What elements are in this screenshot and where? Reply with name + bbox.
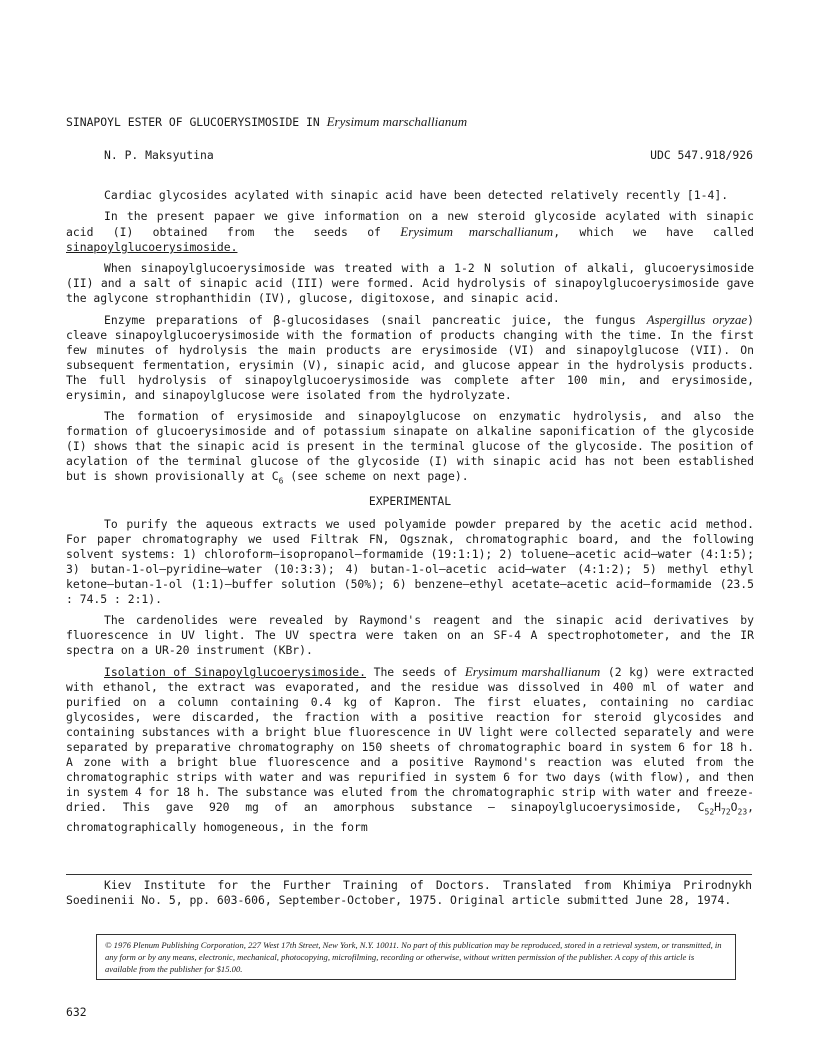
isolation-heading: Isolation of Sinapoylglucoerysimoside. bbox=[104, 665, 367, 680]
intro-p2-compound: sinapoylglucoerysimoside. bbox=[66, 240, 238, 254]
formula-h: H bbox=[714, 800, 721, 815]
page-number: 632 bbox=[66, 1005, 87, 1019]
exp-p3-species: Erysimum marshallianum bbox=[464, 664, 601, 680]
footnote: Kiev Institute for the Further Training of Doctors. Translated from Khimiya Prirodnykh Soedinenii No. 5, pp. 603-606, September-October, 1975. Original article submitted June 28, 1974. bbox=[66, 878, 752, 907]
intro-paragraph-1: Cardiac glycosides acylated with sinapic acid have been detected relatively recently [1-4]. bbox=[104, 188, 729, 202]
formula-sub-c: 52 bbox=[704, 807, 715, 817]
intro-p4-fungus: Aspergillus oryzae bbox=[646, 312, 748, 327]
udc-code: UDC 547.918/926 bbox=[650, 148, 753, 162]
intro-p5-text-b: (see scheme on next page). bbox=[283, 469, 469, 483]
footnote-divider bbox=[66, 874, 752, 875]
formula-sub-o: 23 bbox=[737, 807, 748, 817]
intro-p2-species: Erysimum marschallianum bbox=[400, 224, 554, 239]
formula-sub-h: 72 bbox=[721, 807, 731, 817]
author-name: N. P. Maksyutina bbox=[104, 148, 214, 162]
exp-p3-text-b: (2 kg) were extracted with ethanol, the extract was evaporated, and the residue was dissolved in 400 ml of water and purified on a column containing 0.4 kg of Kapron. The first eluates, containing no cardiac glycosides, were discarded, the fraction with a positive reaction for steroid glycosides and containing substances with a bright blue fluorescence in UV light were collected separately and were separated by preparative chromatography on 150 sheets of chromatographic board in system 6 for 18 h. A zone with a bright blue fluorescence and a positive Raymond's reaction was eluted from the chromatographic strips with water and was repurified in system 6 for two days (with flow), and then in system 4 for 18 h. The substance was eluted from the chromatographic strip with water and freeze-dried. This gave 920 mg of an amorphous substance — sinapoylglucoerysimoside, C bbox=[66, 665, 754, 815]
experimental-paragraph-2: The cardenolides were revealed by Raymond's reagent and the sinapic acid derivatives by fluorescence in UV light. The UV spectra were taken on an SF-4 A spectrophotometer, and the IR spectra on a UR-20 instrument (KBr). bbox=[66, 613, 754, 658]
intro-p4-text: Enzyme preparations of β-glucosidases (snail pancreatic juice, the fungus bbox=[104, 313, 647, 327]
intro-paragraph-2 bbox=[66, 209, 754, 255]
intro-p5-text: The formation of erysimoside and sinapoylglucose on enzymatic hydrolysis, and also the formation of glucoerysimoside and of potassium sinapate on alkaline saponification of the glycoside (I) shows that the sinapic acid is present in the terminal glucose of the glycoside. The position of acylation of the terminal glucose of the glycoside (I) with sinapic acid has not been established but is shown provisionally at C bbox=[66, 409, 754, 483]
copyright-notice: © 1976 Plenum Publishing Corporation, 227 West 17th Street, New York, N.Y. 10011. No part of this publication may be reproduced, stored in a retrieval system, or transmitted, in any form or by any means, electronic, mechanical, photocopying, microfilming, recording or otherwise, without written permission of the publisher. A copy of this article is available from the publisher for $15.00. bbox=[96, 934, 736, 980]
exp-p3-text-e: , chromatographically homogeneous, in the form bbox=[66, 800, 754, 834]
intro-p4-text-b: ) cleave sinapoylglucoerysimoside with the formation of products changing with the time. In the first few minutes of hydrolysis the main products are erysimoside (VI) and sinapoylglucose (VII). On subsequent fermentation, erysimin (V), sinapic acid, and glucose appear in the hydrolysis products. The full hydrolysis of sinapoylglucoerysimoside was complete after 100 min, and erysimoside, erysimin, and sinapoylglucose were isolated from the hydrolyzate. bbox=[66, 313, 754, 402]
intro-paragraph-4 bbox=[66, 312, 754, 403]
formula-o: O bbox=[730, 800, 738, 815]
intro-paragraph-5 bbox=[66, 409, 754, 488]
intro-p2-text: In the present papaer we give information on a new steroid glycoside acylated with sinapic acid (I) obtained from the seeds of bbox=[66, 209, 754, 239]
section-heading-experimental: EXPERIMENTAL bbox=[368, 494, 452, 509]
title-species: Erysimum marschallianum bbox=[326, 114, 468, 129]
exp-p3-text-a: The seeds of bbox=[366, 665, 465, 680]
intro-p5-subscript: 6 bbox=[278, 476, 284, 486]
intro-p2-text-b: , which we have called bbox=[553, 225, 754, 239]
title-text: SINAPOYL ESTER OF GLUCOERYSIMOSIDE IN bbox=[66, 115, 327, 129]
intro-paragraph-3: When sinapoylglucoerysimoside was treated with a 1-2 N solution of alkali, glucoerysimoside (II) and a salt of sinapic acid (III) were formed. Acid hydrolysis of sinapoylglucoerysimoside gave the aglycone strophanthidin (IV), glucose, digitoxose, and sinapic acid. bbox=[66, 261, 754, 305]
article-title bbox=[66, 114, 467, 130]
experimental-paragraph-1: To purify the aqueous extracts we used polyamide powder prepared by the acetic acid method. For paper chromatography we used Filtrak FN, Ogsznak, chromatographic board, and the following solvent systems: 1) chloroform—isopropanol—formamide (19:1:1); 2) toluene—acetic acid—water (4:1:5); 3) butan-1-ol—pyridine—water (10:3:3); 4) butan-1-ol—acetic acid—water (4:1:2); 5) methyl ethyl ketone—butan-1-ol (1:1)—buffer solution (50%); 6) benzene—ethyl acetate—acetic acid—formamide (23.5 : 74.5 : 2:1). bbox=[66, 517, 754, 607]
experimental-paragraph-3 bbox=[66, 664, 754, 834]
article-body bbox=[66, 188, 754, 841]
